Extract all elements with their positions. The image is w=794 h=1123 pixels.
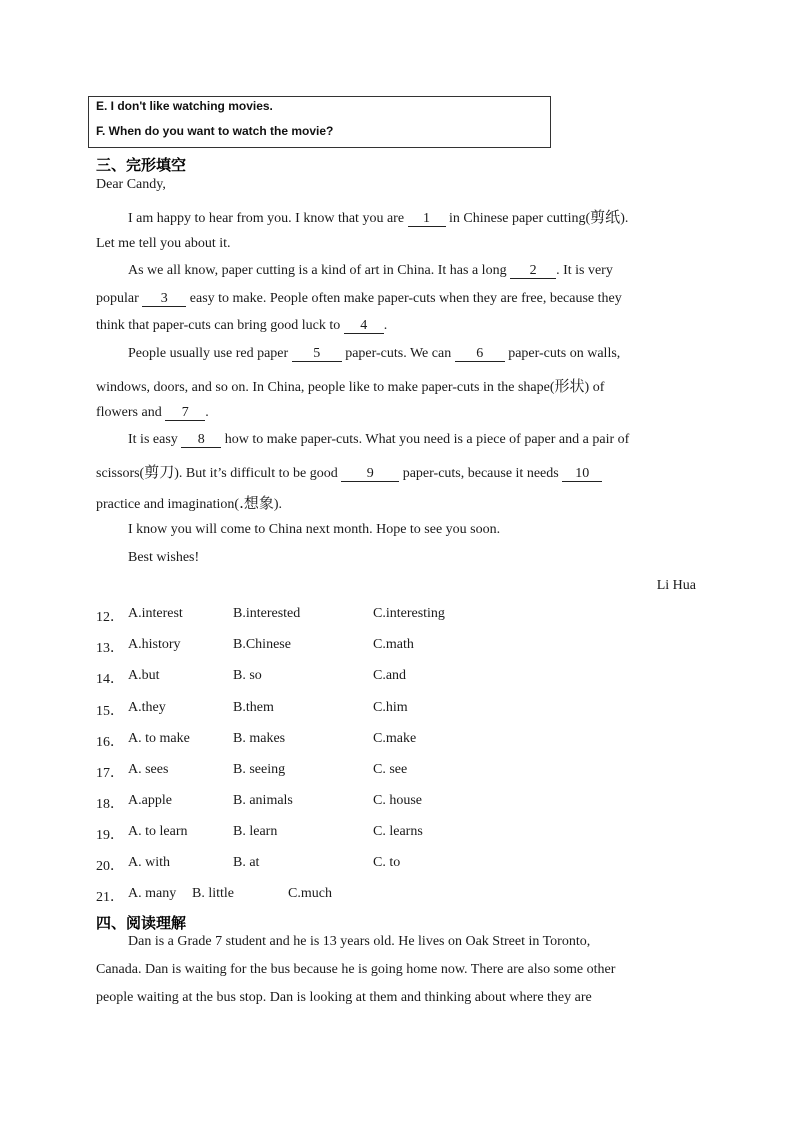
option-b: B. at — [233, 855, 260, 870]
reading-line-1: Dan is a Grade 7 student and he is 13 years old. He lives on Oak Street in Toronto, — [128, 934, 591, 949]
section-3-title: 三、完形填空 — [96, 156, 187, 174]
letter-para-2: As we all know, paper cutting is a kind of art in China. It has a long 2 . It is very — [128, 263, 613, 278]
option-b: B. so — [233, 668, 262, 683]
reading-line-2: Canada. Dan is waiting for the bus because he is going home now. There are also some other — [96, 962, 616, 977]
option-a: A. with — [128, 855, 170, 870]
blank-2: 2 — [510, 264, 556, 279]
question-number: 17． — [96, 766, 124, 781]
option-c: C. learns — [373, 824, 423, 839]
blank-5: 5 — [292, 347, 342, 362]
option-b: B.interested — [233, 606, 301, 621]
letter-para-4-line-3: practice and imagination(.想象). — [96, 494, 283, 512]
reading-line-3: people waiting at the bus stop. Dan is looking at them and thinking about where they are — [96, 990, 592, 1005]
option-a: A.apple — [128, 793, 172, 808]
option-f: F. When do you want to watch the movie? — [96, 124, 334, 138]
option-a: A. many — [128, 886, 177, 901]
question-number: 13． — [96, 641, 124, 656]
option-a: A.interest — [128, 606, 183, 621]
question-number: 18． — [96, 797, 124, 812]
blank-10: 10 — [562, 467, 602, 482]
letter-para-1: I am happy to hear from you. I know that you are 1 in Chinese paper cutting(剪纸). — [128, 208, 629, 226]
option-c: C. to — [373, 855, 401, 870]
letter-para-2-line-3: think that paper-cuts can bring good luck to 4 . — [96, 318, 388, 333]
letter-para-3-line-3: flowers and 7 . — [96, 405, 209, 420]
option-b: B. learn — [233, 824, 278, 839]
option-c: C.make — [373, 731, 417, 746]
option-e: E. I don't like watching movies. — [96, 99, 273, 113]
option-c: C.much — [288, 886, 332, 901]
question-number: 12． — [96, 610, 124, 625]
section-4-title: 四、阅读理解 — [96, 914, 187, 932]
option-b: B. makes — [233, 731, 286, 746]
question-number: 16． — [96, 735, 124, 750]
blank-7: 7 — [165, 406, 205, 421]
option-b: B. little — [192, 886, 234, 901]
option-a: A.but — [128, 668, 160, 683]
blank-1: 1 — [408, 212, 446, 227]
letter-para-1-line-2: Let me tell you about it. — [96, 236, 231, 251]
letter-para-4: It is easy 8 how to make paper-cuts. What you need is a piece of paper and a pair of — [128, 432, 630, 447]
blank-6: 6 — [455, 347, 505, 362]
blank-9: 9 — [341, 467, 399, 482]
option-b: B.them — [233, 700, 274, 715]
option-b: B. seeing — [233, 762, 286, 777]
option-a: A. to make — [128, 731, 190, 746]
option-c: C.interesting — [373, 606, 445, 621]
letter-para-3-line-2: windows, doors, and so on. In China, people like to make paper-cuts in the shape(形状) of — [96, 377, 605, 395]
option-b: B. animals — [233, 793, 293, 808]
blank-4: 4 — [344, 319, 384, 334]
option-c: C.him — [373, 700, 408, 715]
option-b: B.Chinese — [233, 637, 291, 652]
letter-greeting: Dear Candy, — [96, 177, 166, 192]
letter-para-3: People usually use red paper 5 paper-cuts. We can 6 paper-cuts on walls, — [128, 346, 621, 361]
question-number: 15． — [96, 704, 124, 719]
letter-para-5: I know you will come to China next month. Hope to see you soon. — [128, 522, 501, 537]
question-number: 20． — [96, 859, 124, 874]
letter-closing: Best wishes! — [128, 550, 200, 565]
option-c: C. see — [373, 762, 408, 777]
options-box — [88, 96, 551, 148]
question-number: 19． — [96, 828, 124, 843]
blank-8: 8 — [181, 433, 221, 448]
letter-signature: Li Hua — [656, 578, 696, 593]
option-c: C.math — [373, 637, 414, 652]
option-c: C. house — [373, 793, 422, 808]
question-number: 14． — [96, 672, 124, 687]
option-a: A.history — [128, 637, 181, 652]
option-a: A.they — [128, 700, 166, 715]
letter-para-2-line-2: popular 3 easy to make. People often make paper-cuts when they are free, because they — [96, 291, 622, 306]
option-a: A. sees — [128, 762, 169, 777]
option-a: A. to learn — [128, 824, 188, 839]
option-c: C.and — [373, 668, 407, 683]
letter-para-4-line-2: scissors(剪刀). But it’s difficult to be good 9 paper-cuts, because it needs 10 — [96, 461, 602, 482]
blank-3: 3 — [142, 292, 186, 307]
question-number: 21． — [96, 890, 124, 905]
